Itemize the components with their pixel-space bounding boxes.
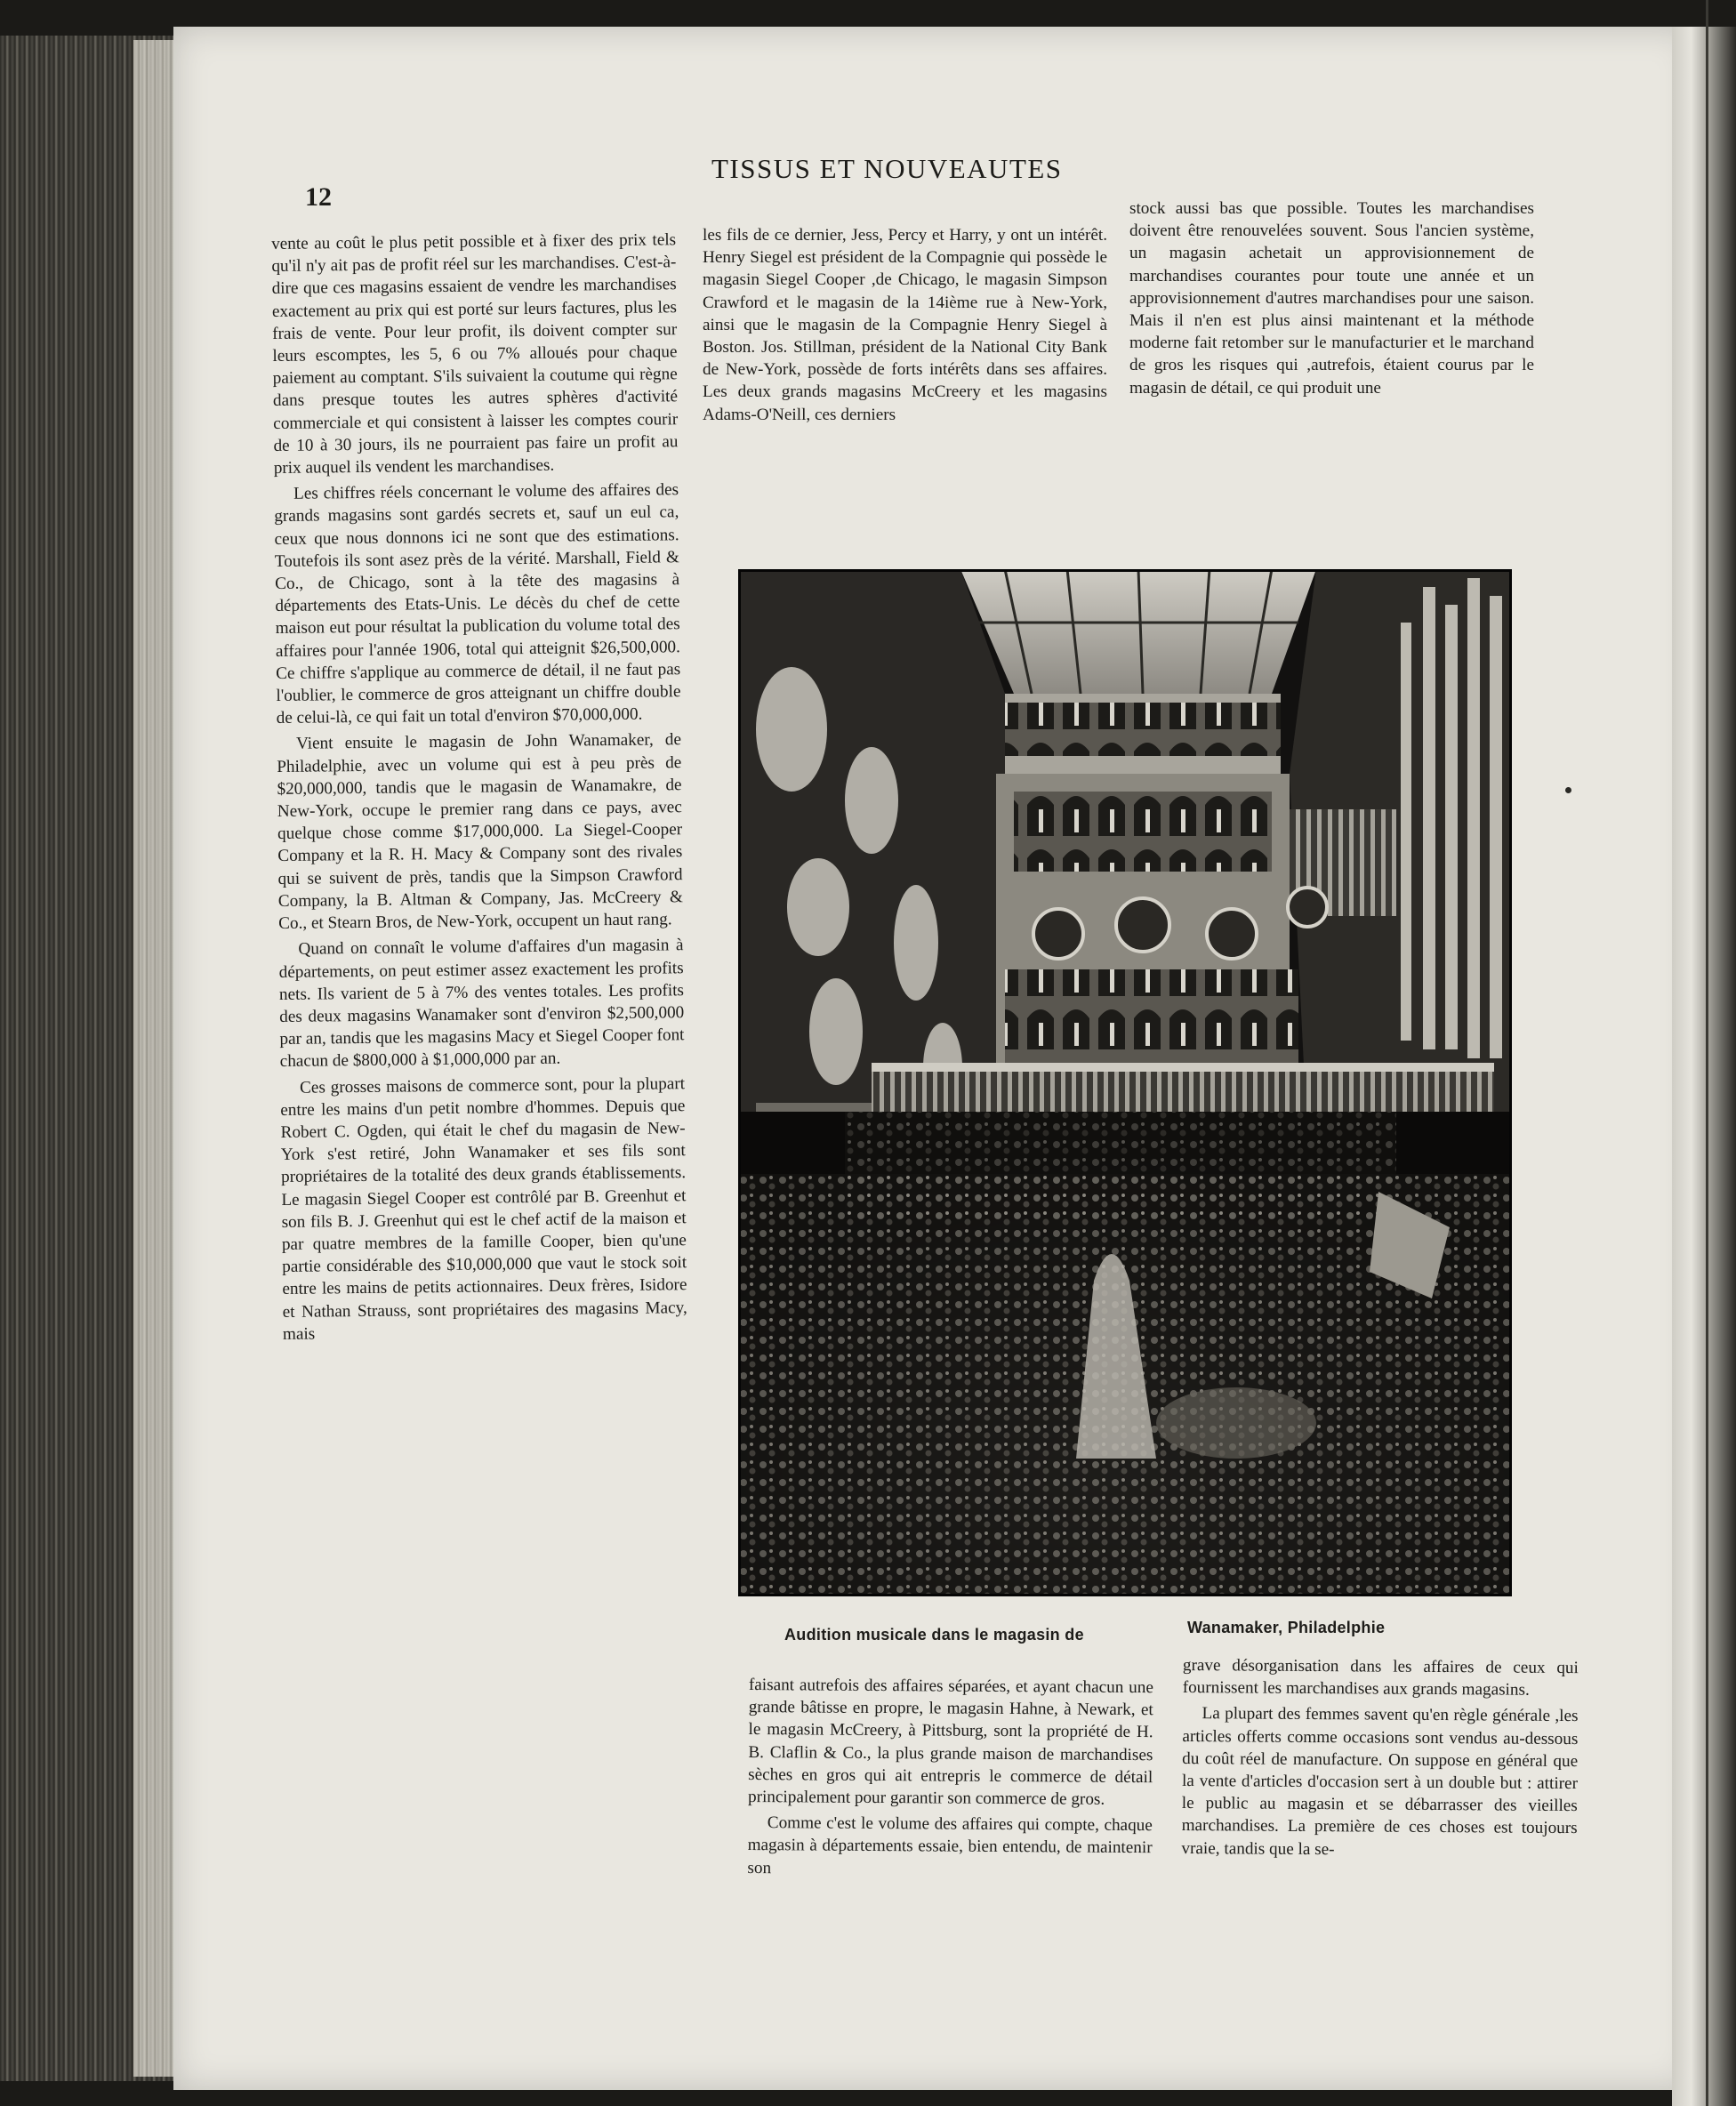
column-2-bottom (747, 1674, 1153, 1885)
right-page-edge (1672, 27, 1736, 2106)
col3-bottom-paragraph-2: La plupart des femmes savent qu'en règle générale ,les articles offerts comme occasions sont vendus au-dessous du coût réel de manufacture. On suppose en général que la vente d'articles d'occasion sert à un double but : attirer le public au magasin et se débarrasser des vieilles marchandises. La première de ces choses est toujours vraie, tandis que la se- (1181, 1704, 1579, 1859)
col3-top-paragraph-1: stock aussi bas que possible. Toutes les marchandises doivent être renouvelées souvent. Sous l'ancien système, un magasin achetait un approvisionnement de marchandises courantes pour toute une année et un approvisionnement d'autres marchandises pour une saison. Mais il n'en est plus ainsi maintenant et la méthode moderne fait retomber sur le manufacturier et le marchand de gros les risques qui ,autrefois, étaient courus par le magasin de détail, ce qui produit une (1129, 199, 1534, 398)
right-binding-line (1706, 0, 1708, 2106)
col1-paragraph-2: Les chiffres réels concernant le volume des affaires des grands magasins sont gardés secrets et, sauf un eul ca, ceux que nous donnons ici ne sont que des estimations. Toutefois ils sont asez près de la vérité. Marshall, Field & Co., de Chicago, sont à la tête des magasins à départements des Etats-Unis. Le décès du chef de cette maison eut pour résultat la publication du volume total des affaires pour l'année 1906, total qui atteignit $26,500,000. Ce chiffre s'applique au commerce de détail, il ne faut pas l'oublier, le commerce de gros atteignant un chiffre double de celui-là, ce qui fait un total d'environ $70,000,000. (274, 480, 681, 728)
column-3-top (1129, 197, 1534, 403)
col2-bottom-paragraph-2: Comme c'est le volume des affaires qui compte, chaque magasin à départements essaie, bien entendu, de maintenir son (747, 1813, 1153, 1877)
photograph-illustration (738, 569, 1512, 1596)
col1-paragraph-4: Quand on connaît le volume d'affaires d'un magasin à départements, on peut estimer assez exactement les profits nets. Ils varient de 5 à 7% des ventes totales. Les profits des deux magasins Wanamaker sont d'environ $2,500,000 par an, tandis que les magasins Macy et Siegel Cooper font chacun de $800,000 à $1,000,000 par an. (278, 936, 685, 1072)
figure-caption-left: Audition musicale dans le magasin de (784, 1626, 1084, 1644)
col1-paragraph-1: vente au coût le plus petit possible et à fixer des prix tels qu'il n'y ait pas de profit réel sur les marchandises. C'est-à-dire que ces magasins essaient de vendre les marchandises exactement au prix qui est porté sur leurs factures, plus les frais de vente. Pour leur profit, ils doivent compter sur leurs escomptes, les 5, 6 ou 7% alloués pour chaque paiement au comptant. S'ils suivaient la coutume qui règne dans presque toutes les autres sphères d'activité commerciale et qui consistent à laisser les comptes courir de 10 à 30 jours, ils ne pourraient pas faire un profit au prix auquel ils vendent les marchandises. (271, 230, 679, 478)
column-3-bottom (1181, 1654, 1579, 1866)
col2-bottom-paragraph-1: faisant autrefois des affaires séparées, et ayant chacun une grande bâtisse en propre, le magasin Hahne, à Newark, et le magasin McCreery, à Pittsburg, sont la propriété de H. B. Claflin & Co., la plus grande maison de marchandises sèches en gros qui ait entrepris le commerce de détail principalement pour garantir son commerce de gros. (747, 1676, 1153, 1809)
figure-caption-right: Wanamaker, Philadelphie (1187, 1619, 1386, 1636)
column-1 (271, 229, 687, 1349)
col2-top-paragraph-1: les fils de ce dernier, Jess, Percy et Harry, y ont un intérêt. Henry Siegel est président de la Compagnie qui possède le magasin Siegel Cooper ,de Chicago, le magasin Simpson Crawford et le magasin de la 14ième rue à New-York, ainsi que le magasin de la Compagnie Henry Siegel à Boston. Jos. Stillman, président de la National City Bank de New-York, possède de forts intérêts dans ses affaires. Les deux grands magasins McCreery et les magasins Adams-O'Neill, ces derniers (703, 226, 1107, 424)
store-interior-photograph (738, 569, 1512, 1596)
col3-bottom-paragraph-1: grave désorganisation dans les affaires de ceux qui fournissent les marchandises aux grands magasins. (1182, 1656, 1579, 1700)
col1-paragraph-3: Vient ensuite le magasin de John Wanamaker, de Philadelphie, avec un volume qui est à peu près de $20,000,000, tandis que le magasin de Wanamakre, de New-York, occupe le premier rang dans ce pays, avec quelque chose comme $17,000,000. La Siegel-Cooper Company et la R. H. Macy & Company sont des rivales qui se suivent de près, tandis que la Simpson Crawford Company, la B. Altman & Company, Jas. McCreery & Co., et Stearn Bros, de New-York, occupent un haut rang. (277, 730, 683, 934)
running-head: TISSUS ET NOUVEAUTES (711, 153, 1063, 184)
column-2-top (703, 224, 1107, 430)
page-number: 12 (305, 182, 332, 212)
col1-paragraph-5: Ces grosses maisons de commerce sont, pour la plupart entre les mains d'un petit nombre d'hommes. Depuis que Robert C. Ogden, qui était le chef du magasin de New-York s'est retiré, John Wanamaker et ses fils sont propriétaires de la totalité des deux grands établissements. Le magasin Siegel Cooper est contrôlé par B. Greenhut et son fils B. J. Greenhut qui est le chef actif de la maison et par quatre membres de la famille Cooper, bien qu'une partie considérable des $10,000,000 que vaut le stock soit entre les mains de petits actionnaires. Deux frères, Isidore et Nathan Strauss, sont propriétaires des magasins Macy, mais (280, 1073, 687, 1344)
ink-speck (1565, 787, 1571, 793)
